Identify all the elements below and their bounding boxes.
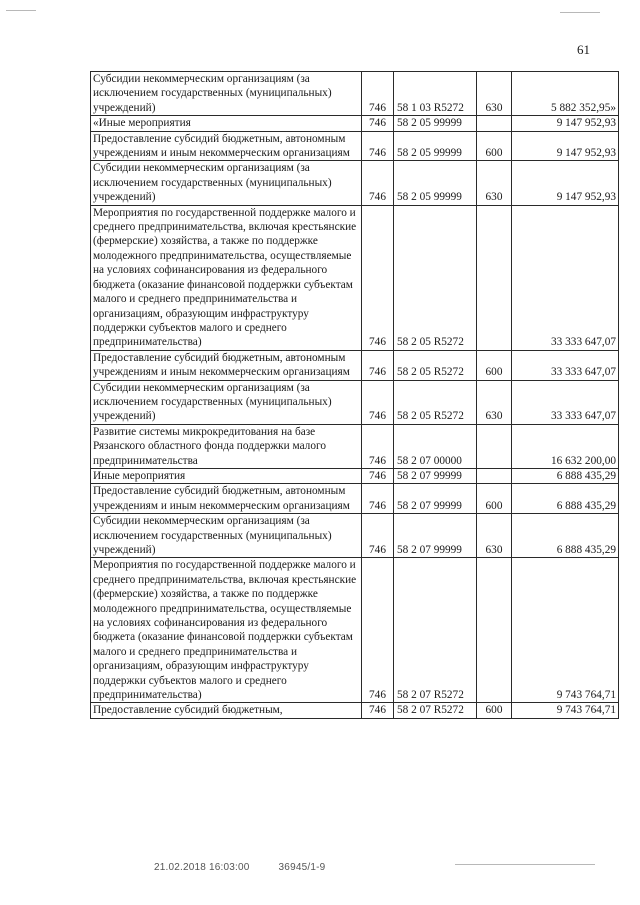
row-name: Субсидии некоммерческим организациям (за исключением государственных (муниципальных) учреждений) bbox=[91, 380, 362, 424]
row-ministry-code: 746 bbox=[362, 703, 394, 718]
row-ministry-code: 746 bbox=[362, 468, 394, 483]
row-name: «Иные мероприятия bbox=[91, 116, 362, 131]
row-expense-type: 630 bbox=[477, 72, 512, 116]
row-ministry-code: 746 bbox=[362, 424, 394, 468]
table-row bbox=[91, 514, 619, 558]
row-target-code: 58 2 05 R5272 bbox=[394, 205, 477, 350]
row-name: Субсидии некоммерческим организациям (за исключением государственных (муниципальных) учреждений) bbox=[91, 72, 362, 116]
row-amount: 33 333 647,07 bbox=[512, 380, 619, 424]
row-ministry-code: 746 bbox=[362, 484, 394, 514]
table-row bbox=[91, 161, 619, 205]
row-name: Развитие системы микрокредитования на базе Рязанского областного фонда поддержки малого предпринимательства bbox=[91, 424, 362, 468]
row-amount: 33 333 647,07 bbox=[512, 350, 619, 380]
row-amount: 9 147 952,93 bbox=[512, 116, 619, 131]
row-amount: 6 888 435,29 bbox=[512, 514, 619, 558]
row-target-code: 58 2 05 99999 bbox=[394, 131, 477, 161]
row-amount: 6 888 435,29 bbox=[512, 468, 619, 483]
row-target-code: 58 2 07 00000 bbox=[394, 424, 477, 468]
row-ministry-code: 746 bbox=[362, 72, 394, 116]
row-expense-type: 630 bbox=[477, 514, 512, 558]
budget-table-body bbox=[91, 72, 619, 719]
row-ministry-code: 746 bbox=[362, 131, 394, 161]
budget-table bbox=[90, 71, 619, 719]
row-target-code: 58 2 05 99999 bbox=[394, 161, 477, 205]
scan-artifact bbox=[6, 10, 36, 11]
row-expense-type bbox=[477, 116, 512, 131]
footer-stamp bbox=[154, 862, 351, 873]
row-ministry-code: 746 bbox=[362, 514, 394, 558]
row-name: Предоставление субсидий бюджетным, автономным учреждениям и иным некоммерческим организациям bbox=[91, 350, 362, 380]
row-target-code: 58 2 07 R5272 bbox=[394, 558, 477, 703]
table-row bbox=[91, 116, 619, 131]
row-ministry-code: 746 bbox=[362, 350, 394, 380]
row-name: Субсидии некоммерческим организациям (за исключением государственных (муниципальных) учреждений) bbox=[91, 514, 362, 558]
row-target-code: 58 1 03 R5272 bbox=[394, 72, 477, 116]
row-expense-type bbox=[477, 558, 512, 703]
row-amount: 16 632 200,00 bbox=[512, 424, 619, 468]
row-target-code: 58 2 05 99999 bbox=[394, 116, 477, 131]
table-row bbox=[91, 558, 619, 703]
row-expense-type: 600 bbox=[477, 703, 512, 718]
row-ministry-code: 746 bbox=[362, 558, 394, 703]
table-row bbox=[91, 703, 619, 718]
row-name: Иные мероприятия bbox=[91, 468, 362, 483]
row-amount: 6 888 435,29 bbox=[512, 484, 619, 514]
row-target-code: 58 2 07 99999 bbox=[394, 514, 477, 558]
row-name: Мероприятия по государственной поддержке малого и среднего предпринимательства, включая крестьянские (фермерские) хозяйства, а также по поддержке молодежного предпринимательства, осуществляемые на условиях софинансирования из федерального бюджета (оказание финансовой поддержки субъектам малого и среднего предпринимательства и организациям, образующим инфраструктуру поддержки субъектов малого и среднего предпринимательства) bbox=[91, 205, 362, 350]
row-expense-type bbox=[477, 468, 512, 483]
row-ministry-code: 746 bbox=[362, 116, 394, 131]
row-ministry-code: 746 bbox=[362, 205, 394, 350]
table-row bbox=[91, 350, 619, 380]
scan-artifact bbox=[560, 12, 600, 13]
row-target-code: 58 2 05 R5272 bbox=[394, 380, 477, 424]
row-expense-type: 600 bbox=[477, 131, 512, 161]
row-expense-type bbox=[477, 424, 512, 468]
table-row bbox=[91, 131, 619, 161]
table-row bbox=[91, 380, 619, 424]
page-number: 61 bbox=[577, 42, 590, 57]
row-expense-type: 630 bbox=[477, 161, 512, 205]
row-ministry-code: 746 bbox=[362, 161, 394, 205]
scan-artifact bbox=[455, 864, 595, 865]
table-row bbox=[91, 72, 619, 116]
row-target-code: 58 2 05 R5272 bbox=[394, 350, 477, 380]
row-amount: 33 333 647,07 bbox=[512, 205, 619, 350]
row-amount: 9 147 952,93 bbox=[512, 161, 619, 205]
row-amount: 5 882 352,95» bbox=[512, 72, 619, 116]
row-amount: 9 743 764,71 bbox=[512, 703, 619, 718]
row-name: Мероприятия по государственной поддержке малого и среднего предпринимательства, включая крестьянские (фермерские) хозяйства, а также по поддержке молодежного предпринимательства, осуществляемые на условиях софинансирования из федерального бюджета (оказание финансовой поддержки субъектам малого и среднего предпринимательства и организациям, образующим инфраструктуру поддержки субъектов малого и среднего предпринимательства) bbox=[91, 558, 362, 703]
row-expense-type: 600 bbox=[477, 484, 512, 514]
footer-datetime: 21.02.2018 16:03:00 bbox=[154, 862, 250, 873]
row-target-code: 58 2 07 99999 bbox=[394, 468, 477, 483]
row-expense-type: 630 bbox=[477, 380, 512, 424]
footer-doc-id: 36945/1-9 bbox=[278, 862, 326, 873]
row-target-code: 58 2 07 99999 bbox=[394, 484, 477, 514]
row-target-code: 58 2 07 R5272 bbox=[394, 703, 477, 718]
row-expense-type: 600 bbox=[477, 350, 512, 380]
table-row bbox=[91, 484, 619, 514]
row-amount: 9 743 764,71 bbox=[512, 558, 619, 703]
row-name: Предоставление субсидий бюджетным, автономным учреждениям и иным некоммерческим организациям bbox=[91, 484, 362, 514]
table-row bbox=[91, 424, 619, 468]
row-name: Субсидии некоммерческим организациям (за исключением государственных (муниципальных) учреждений) bbox=[91, 161, 362, 205]
row-amount: 9 147 952,93 bbox=[512, 131, 619, 161]
row-name: Предоставление субсидий бюджетным, bbox=[91, 703, 362, 718]
row-ministry-code: 746 bbox=[362, 380, 394, 424]
row-expense-type bbox=[477, 205, 512, 350]
table-row bbox=[91, 205, 619, 350]
row-name: Предоставление субсидий бюджетным, автономным учреждениям и иным некоммерческим организациям bbox=[91, 131, 362, 161]
table-row bbox=[91, 468, 619, 483]
